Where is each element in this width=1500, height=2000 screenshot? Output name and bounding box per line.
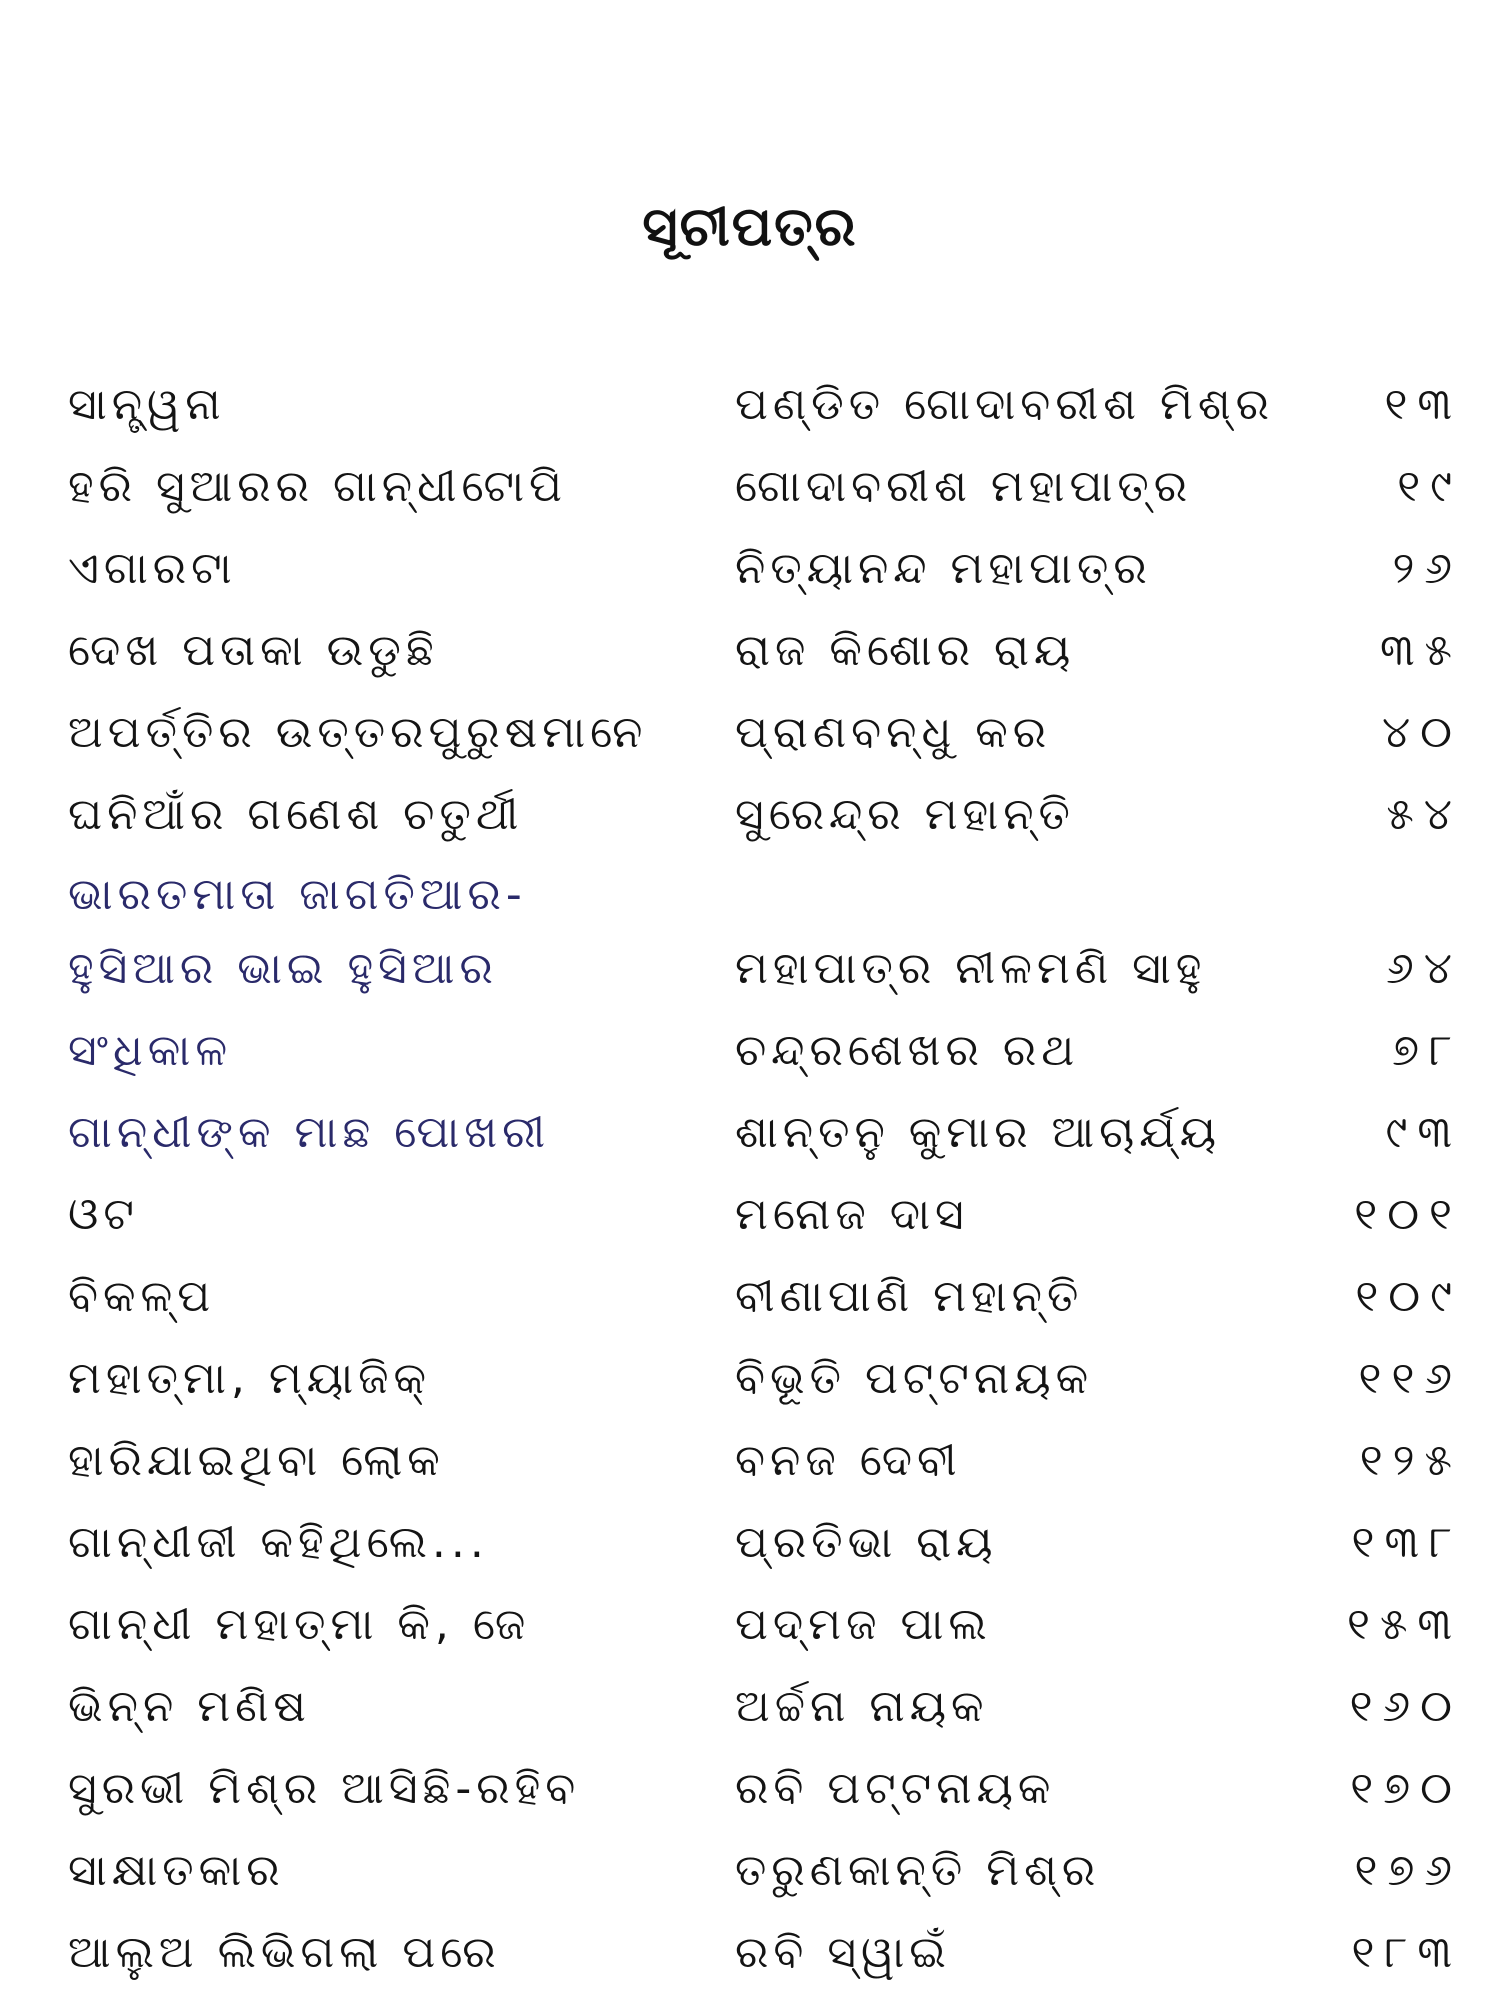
page-number: ୧୭୦ bbox=[1350, 1763, 1462, 1814]
page-number: ୧୬୦ bbox=[1349, 1681, 1462, 1732]
story-title: ମହାତ୍ମା, ମ୍ୟାଜିକ୍ bbox=[68, 1353, 432, 1404]
page-number: ୨୬ bbox=[1392, 543, 1462, 594]
toc-row bbox=[0, 611, 1500, 691]
story-author: ବିଭୂତି ପଟ୍ଟନାୟକ bbox=[735, 1353, 1094, 1404]
story-author: ପଣ୍ଡିତ ଗୋଦାବରୀଶ ମିଶ୍ର bbox=[735, 379, 1274, 430]
page-title: ସୂଚୀପତ୍ର bbox=[642, 195, 858, 258]
toc-row bbox=[0, 1257, 1500, 1337]
story-author: ତରୁଣକାନ୍ତି ମିଶ୍ର bbox=[735, 1845, 1101, 1896]
toc-row bbox=[0, 1913, 1500, 1993]
page-number: ୭୮ bbox=[1392, 1025, 1462, 1076]
toc-row bbox=[0, 693, 1500, 773]
toc-row bbox=[0, 1093, 1500, 1173]
story-author: ପଦ୍ମଜ ପାଲ bbox=[735, 1599, 992, 1650]
story-title: ଏଗାରଟା bbox=[68, 543, 237, 594]
story-author: ରାଜ କିଶୋର ରାୟ bbox=[735, 625, 1076, 676]
story-title: ଘନିଆଁର ଗଣେଶ ଚତୁର୍ଥୀ bbox=[68, 789, 524, 840]
story-author: ପ୍ରତିଭା ରାୟ bbox=[735, 1517, 998, 1568]
story-title: ସାନ୍ତ୍ୱନା bbox=[68, 379, 226, 430]
toc-row bbox=[0, 447, 1500, 527]
page-number: ୧୮୩ bbox=[1351, 1927, 1462, 1978]
page-number: ୯୩ bbox=[1385, 1107, 1462, 1158]
toc-row bbox=[0, 1831, 1500, 1911]
page-number: ୧୫୩ bbox=[1347, 1599, 1462, 1650]
story-author: ବୀଣାପାଣି ମହାନ୍ତି bbox=[735, 1271, 1084, 1322]
story-author: ବନଜ ଦେବୀ bbox=[735, 1435, 962, 1486]
story-title: ବିକଳ୍ପ bbox=[68, 1271, 216, 1322]
story-title: ଗାନ୍ଧୀ ମହାତ୍ମା କି, ଜେ bbox=[68, 1599, 531, 1650]
page-number: ୧୩ bbox=[1384, 379, 1462, 430]
toc-row bbox=[0, 1749, 1500, 1829]
story-author: ପ୍ରାଣବନ୍ଧୁ କର bbox=[735, 707, 1052, 758]
story-author: ମନୋଜ ଦାସ bbox=[735, 1189, 969, 1240]
story-author: ମହାପାତ୍ର ନୀଳମଣି ସାହୁ bbox=[735, 943, 1207, 994]
toc-row bbox=[0, 1503, 1500, 1583]
toc-row bbox=[0, 855, 1500, 935]
story-author: ନିତ୍ୟାନନ୍ଦ ମହାପାତ୍ର bbox=[735, 543, 1152, 594]
page-number: ୧୧୬ bbox=[1358, 1353, 1462, 1404]
toc-row bbox=[0, 929, 1500, 1009]
page-number: ୧୦୧ bbox=[1354, 1189, 1462, 1240]
page-number: ୫୪ bbox=[1386, 789, 1462, 840]
story-title: ଗାନ୍ଧୀଙ୍କ ମାଛ ପୋଖରୀ bbox=[68, 1107, 551, 1158]
story-author: ଚନ୍ଦ୍ରଶେଖର ରଥ bbox=[735, 1025, 1080, 1076]
story-title: ସଂଧିକାଳ bbox=[68, 1025, 233, 1076]
toc-row bbox=[0, 1421, 1500, 1501]
story-title: ଅପର୍ତ୍ତିର ଉତ୍ତରପୁରୁଷମାନେ bbox=[68, 707, 648, 758]
story-author: ରବି ସ୍ୱାଇଁ bbox=[735, 1927, 951, 1978]
story-title: ଦେଖ ପତାକା ଉଡୁଛି bbox=[68, 625, 439, 676]
page-number: ୧୯ bbox=[1397, 461, 1462, 512]
story-title: ଆଲୁଅ ଲିଭିଗଲା ପରେ bbox=[68, 1927, 501, 1978]
toc-row bbox=[0, 365, 1500, 445]
story-author: ଅର୍ଚ୍ଚନା ନାୟକ bbox=[735, 1681, 989, 1732]
page-number: ୧୦୯ bbox=[1355, 1271, 1462, 1322]
toc-row bbox=[0, 1667, 1500, 1747]
story-title: ହାରିଯାଇଥିବା ଲୋକ bbox=[68, 1435, 445, 1486]
story-title: ଭାରତମାତା ଜାଗତିଆର- bbox=[68, 869, 527, 920]
story-author: ଗୋଦାବରୀଶ ମହାପାତ୍ର bbox=[735, 461, 1193, 512]
toc-row bbox=[0, 1339, 1500, 1419]
story-title: ହୁସିଆର ଭାଇ ହୁସିଆର bbox=[68, 943, 498, 994]
story-title: ସୁରଭୀ ମିଶ୍ର ଆସିଛି-ରହିବ bbox=[68, 1763, 581, 1814]
page-number: ୧୭୬ bbox=[1354, 1845, 1462, 1896]
story-author: ରବି ପଟ୍ଟନାୟକ bbox=[735, 1763, 1056, 1814]
toc-row bbox=[0, 1175, 1500, 1255]
story-author: ଶାନ୍ତନୁ କୁମାର ଆଚାର୍ଯ୍ୟ bbox=[735, 1107, 1222, 1158]
story-title: ହରି ସୁଆରର ଗାନ୍ଧୀଟୋପି bbox=[68, 461, 567, 512]
toc-row bbox=[0, 1585, 1500, 1665]
page-number: ୬୪ bbox=[1386, 943, 1462, 994]
page-number: ୧୨୫ bbox=[1359, 1435, 1462, 1486]
toc-row bbox=[0, 775, 1500, 855]
page-number: ୧୩୮ bbox=[1351, 1517, 1462, 1568]
page-number: ୪୦ bbox=[1381, 707, 1462, 758]
story-title: ଗାନ୍ଧୀଜୀ କହିଥିଲେ... bbox=[68, 1517, 489, 1568]
toc-row bbox=[0, 529, 1500, 609]
story-title: ଓଟ bbox=[68, 1189, 139, 1240]
story-author: ସୁରେନ୍ଦ୍ର ମହାନ୍ତି bbox=[735, 789, 1075, 840]
toc-row bbox=[0, 1011, 1500, 1091]
story-title: ଭିନ୍ନ ମଣିଷ bbox=[68, 1681, 311, 1732]
page-number: ୩୫ bbox=[1379, 625, 1462, 676]
story-title: ସାକ୍ଷାତକାର bbox=[68, 1845, 285, 1896]
